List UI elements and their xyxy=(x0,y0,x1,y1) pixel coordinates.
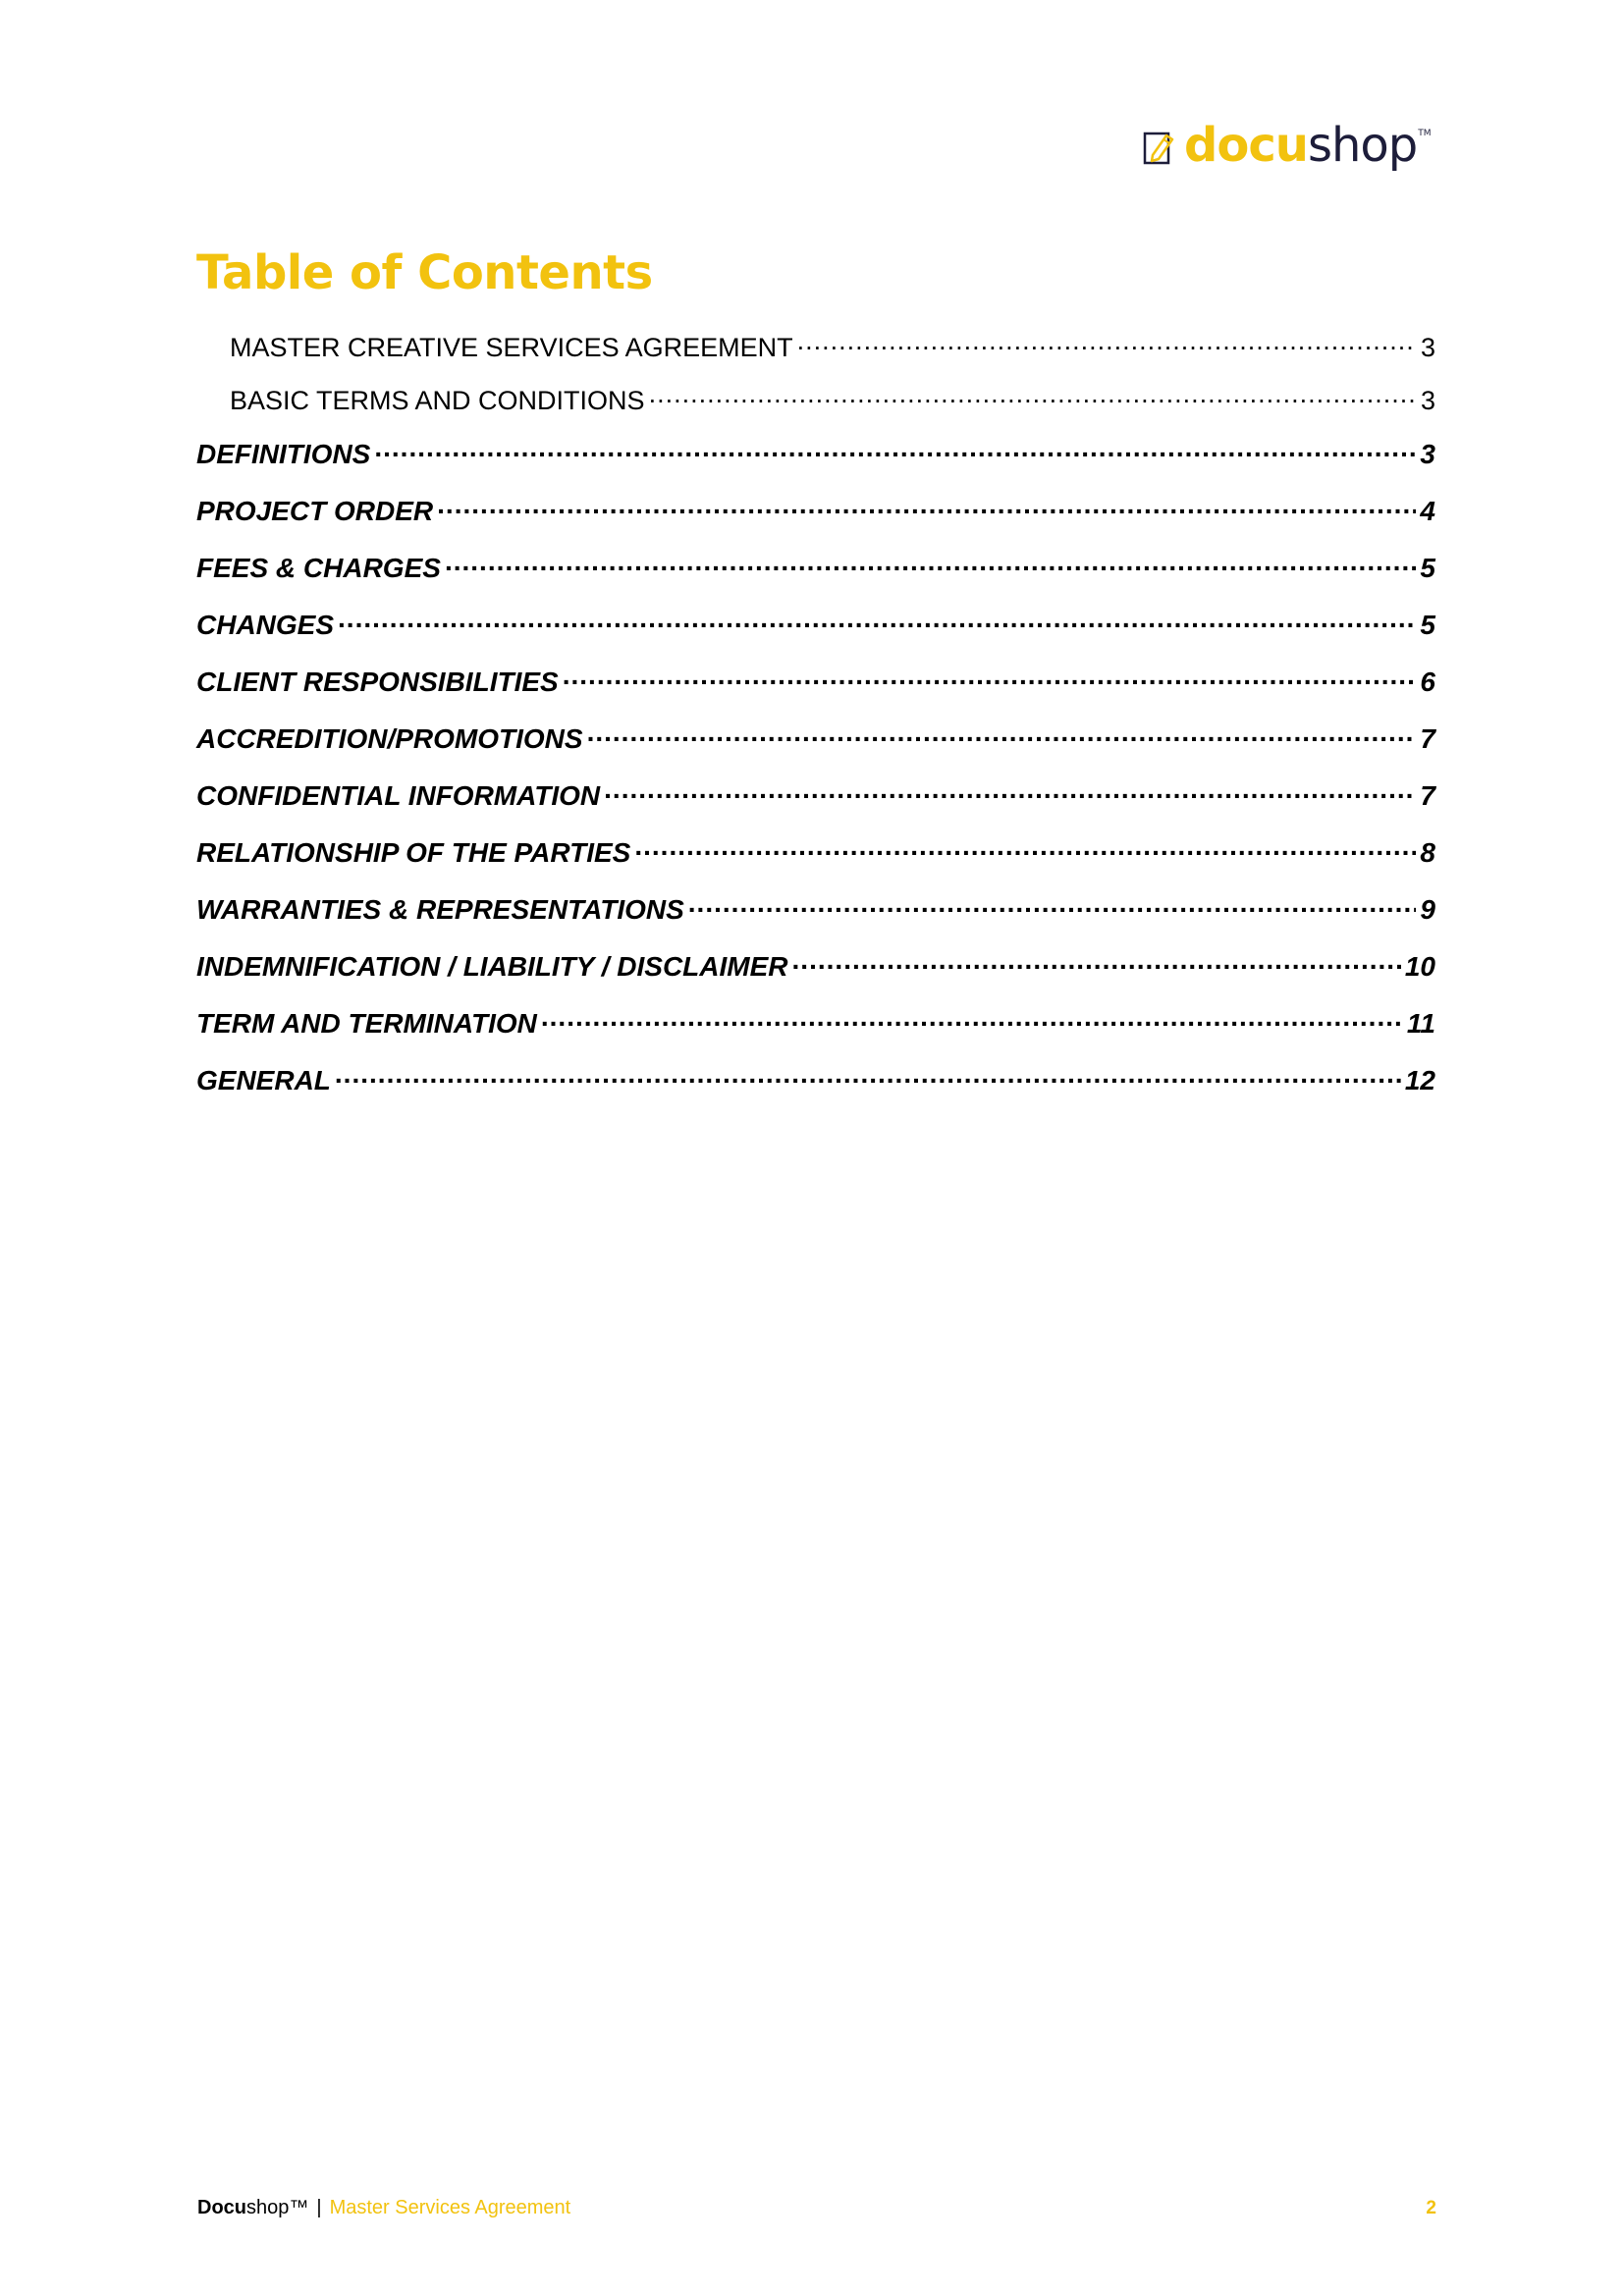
toc-entry-project-order[interactable] xyxy=(196,493,1435,550)
toc-entry-label: MASTER CREATIVE SERVICES AGREEMENT xyxy=(230,333,793,362)
toc-entry-label: TERM AND TERMINATION xyxy=(196,1008,537,1039)
dot-leader xyxy=(797,330,1417,356)
toc-entry-definitions[interactable] xyxy=(196,436,1435,493)
toc-entry-general[interactable] xyxy=(196,1062,1435,1119)
toc-entry-term-and-termination[interactable] xyxy=(196,1005,1435,1062)
toc-entry-page: 4 xyxy=(1420,496,1435,526)
dot-leader xyxy=(374,436,1416,463)
logo-docu-text: docu xyxy=(1184,118,1308,173)
toc-entry-label: DEFINITIONS xyxy=(196,439,371,469)
pencil-note-icon xyxy=(1143,128,1176,167)
logo-shop-text: shop xyxy=(1307,118,1418,173)
dot-leader xyxy=(338,607,1416,634)
footer-brand-bold: Docu xyxy=(197,2197,246,2218)
toc-entry-label: ACCREDITION/PROMOTIONS xyxy=(196,723,583,754)
footer-brand xyxy=(197,2197,308,2219)
logo-wordmark xyxy=(1184,118,1432,173)
toc-entry-page: 10 xyxy=(1404,951,1435,982)
toc-entry-basic-terms-and-conditions[interactable] xyxy=(196,383,1435,436)
dot-leader xyxy=(445,550,1416,577)
footer-brand-rest: shop™ xyxy=(246,2197,309,2218)
docushop-logo xyxy=(1143,116,1432,175)
toc-entry-label: INDEMNIFICATION / LIABILITY / DISCLAIMER xyxy=(196,951,788,982)
toc-entry-page: 6 xyxy=(1420,667,1435,697)
toc-entry-warranties-and-representations[interactable] xyxy=(196,891,1435,948)
footer-left xyxy=(197,2197,570,2219)
toc-entry-label: GENERAL xyxy=(196,1065,331,1095)
toc-entry-accredition-promotions[interactable] xyxy=(196,721,1435,777)
toc-entry-confidential-information[interactable] xyxy=(196,777,1435,834)
toc-entry-fees-and-charges[interactable] xyxy=(196,550,1435,607)
toc-entry-page: 3 xyxy=(1420,386,1435,415)
toc-entry-label: RELATIONSHIP OF THE PARTIES xyxy=(196,837,631,868)
toc-entry-page: 7 xyxy=(1420,723,1435,754)
toc-entry-page: 7 xyxy=(1420,780,1435,811)
toc-entry-page: 9 xyxy=(1420,894,1435,925)
toc-entry-label: FEES & CHARGES xyxy=(196,553,441,583)
dot-leader xyxy=(634,834,1416,862)
footer-page-number: 2 xyxy=(1426,2198,1436,2218)
dot-leader xyxy=(335,1062,1401,1090)
toc-entry-label: CLIENT RESPONSIBILITIES xyxy=(196,667,559,697)
dot-leader xyxy=(792,948,1401,976)
toc-entry-page: 12 xyxy=(1404,1065,1435,1095)
toc-entry-page: 5 xyxy=(1420,553,1435,583)
toc-entry-label: BASIC TERMS AND CONDITIONS xyxy=(230,386,645,415)
toc-entry-page: 3 xyxy=(1420,333,1435,362)
footer-separator: | xyxy=(316,2197,322,2218)
toc-entry-page: 5 xyxy=(1420,610,1435,640)
toc-entry-label: CONFIDENTIAL INFORMATION xyxy=(196,780,601,811)
toc-entry-page: 3 xyxy=(1420,439,1435,469)
toc-entry-indemnification-liability-disclaimer[interactable] xyxy=(196,948,1435,1005)
page-title: Table of Contents xyxy=(196,245,653,300)
toc-entry-changes[interactable] xyxy=(196,607,1435,664)
dot-leader xyxy=(649,383,1417,409)
toc-entry-master-creative-services-agreement[interactable] xyxy=(196,330,1435,383)
footer-document-name: Master Services Agreement xyxy=(329,2197,571,2218)
dot-leader xyxy=(563,664,1417,691)
dot-leader xyxy=(688,891,1417,919)
toc-entry-label: PROJECT ORDER xyxy=(196,496,434,526)
toc-entry-relationship-of-the-parties[interactable] xyxy=(196,834,1435,891)
dot-leader xyxy=(437,493,1416,520)
dot-leader xyxy=(587,721,1417,748)
toc-entry-label: CHANGES xyxy=(196,610,335,640)
table-of-contents xyxy=(196,330,1435,1119)
page-footer xyxy=(197,2197,1436,2219)
toc-entry-page: 11 xyxy=(1406,1008,1435,1039)
logo-trademark: TM xyxy=(1418,129,1432,138)
toc-entry-client-responsibilities[interactable] xyxy=(196,664,1435,721)
toc-entry-label: WARRANTIES & REPRESENTATIONS xyxy=(196,894,684,925)
dot-leader xyxy=(541,1005,1403,1033)
dot-leader xyxy=(604,777,1416,805)
toc-entry-page: 8 xyxy=(1420,837,1435,868)
